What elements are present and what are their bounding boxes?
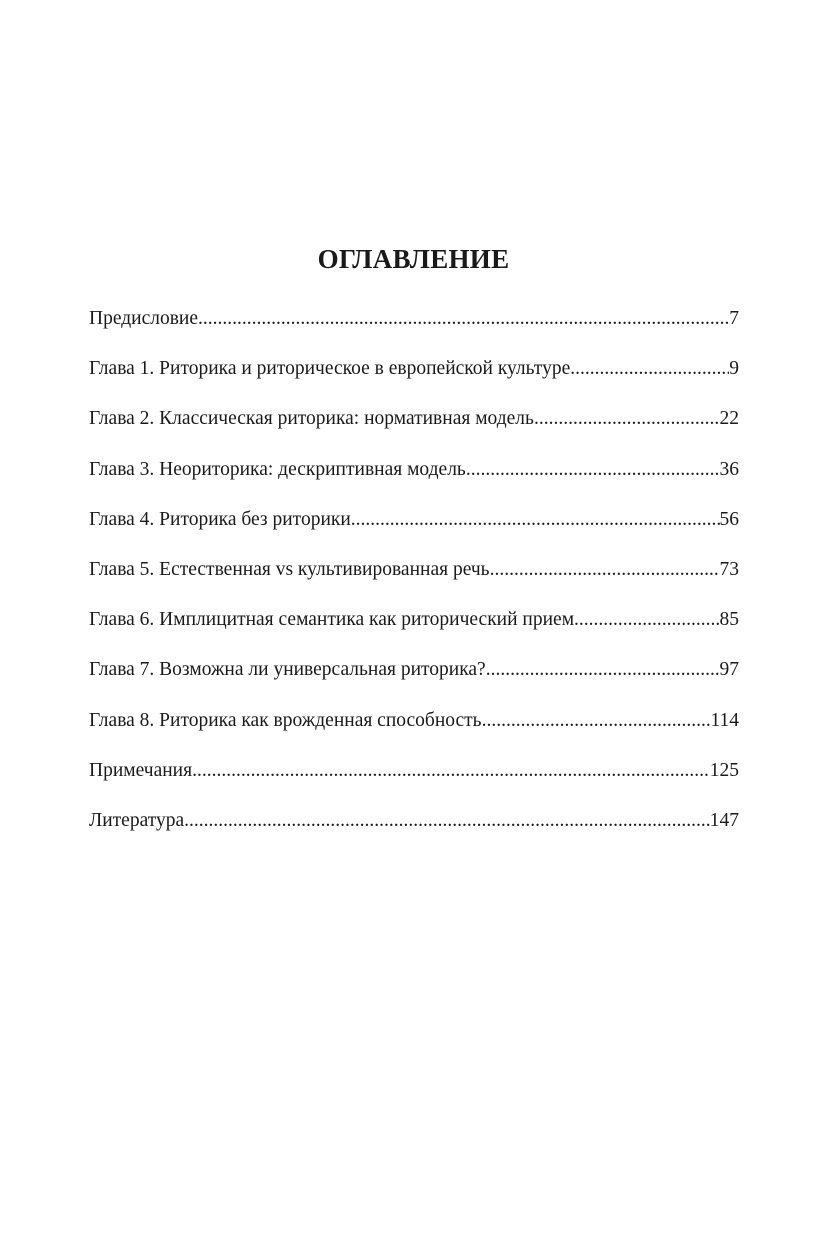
dot-leader bbox=[192, 756, 710, 786]
dot-leader bbox=[486, 655, 720, 685]
toc-entry-page: 125 bbox=[709, 759, 739, 781]
toc-entry-title: Глава 4. Риторика без риторики bbox=[89, 508, 351, 530]
dot-leader bbox=[184, 806, 710, 836]
dot-leader bbox=[351, 505, 720, 535]
toc-entry-page: 114 bbox=[710, 709, 739, 731]
toc-entry-title: Глава 5. Естественная vs культивированная речь bbox=[89, 558, 490, 580]
toc-entry-title: Литература bbox=[89, 809, 185, 831]
dot-leader bbox=[482, 706, 711, 736]
toc-entry-title: Предисловие bbox=[89, 308, 199, 329]
toc-entry-title: Глава 6. Имплицитная семантика как риторический прием bbox=[89, 609, 575, 631]
dot-leader bbox=[574, 605, 719, 635]
page-title: ОГЛАВЛЕНИЕ bbox=[317, 244, 510, 274]
toc-entry-chapter-7 bbox=[89, 655, 739, 705]
dot-leader bbox=[534, 404, 720, 434]
toc-entry-notes bbox=[89, 756, 739, 806]
toc-entry-preface bbox=[89, 304, 739, 354]
toc-entry-chapter-6 bbox=[89, 605, 739, 655]
toc-entry-page: 73 bbox=[719, 558, 739, 580]
toc-entry-title: Глава 8. Риторика как врожденная способность bbox=[89, 709, 482, 731]
toc-entry-page: 147 bbox=[709, 809, 739, 831]
dot-leader bbox=[466, 455, 720, 485]
toc-entry-page: 9 bbox=[729, 358, 739, 380]
toc-entry-chapter-3 bbox=[89, 455, 739, 505]
toc-entry-bibliography bbox=[89, 806, 739, 856]
toc-entry-page: 56 bbox=[719, 508, 739, 530]
toc-entry-title: Глава 1. Риторика и риторическое в европейской культуре bbox=[89, 358, 571, 380]
dot-leader bbox=[490, 555, 720, 585]
toc-entry-page: 7 bbox=[729, 308, 739, 329]
toc-entry-chapter-1 bbox=[89, 354, 739, 404]
toc-entry-page: 85 bbox=[719, 609, 739, 631]
dot-leader bbox=[570, 354, 729, 384]
toc-entry-chapter-5 bbox=[89, 555, 739, 605]
toc-entry-chapter-4 bbox=[89, 505, 739, 555]
toc-entry-title: Примечания bbox=[89, 759, 193, 781]
dot-leader bbox=[198, 304, 729, 334]
toc-entry-page: 22 bbox=[719, 408, 739, 430]
toc-entry-page: 36 bbox=[719, 458, 739, 480]
toc-entry-title: Глава 2. Классическая риторика: нормативная модель bbox=[89, 408, 534, 430]
toc-entry-chapter-8 bbox=[89, 706, 739, 756]
toc-entry-chapter-2 bbox=[89, 404, 739, 454]
toc-entry-title: Глава 3. Неориторика: дескриптивная модель bbox=[89, 458, 466, 480]
table-of-contents bbox=[89, 304, 739, 856]
toc-entry-page: 97 bbox=[719, 659, 739, 681]
toc-entry-title: Глава 7. Возможна ли универсальная риторика? bbox=[89, 659, 486, 681]
